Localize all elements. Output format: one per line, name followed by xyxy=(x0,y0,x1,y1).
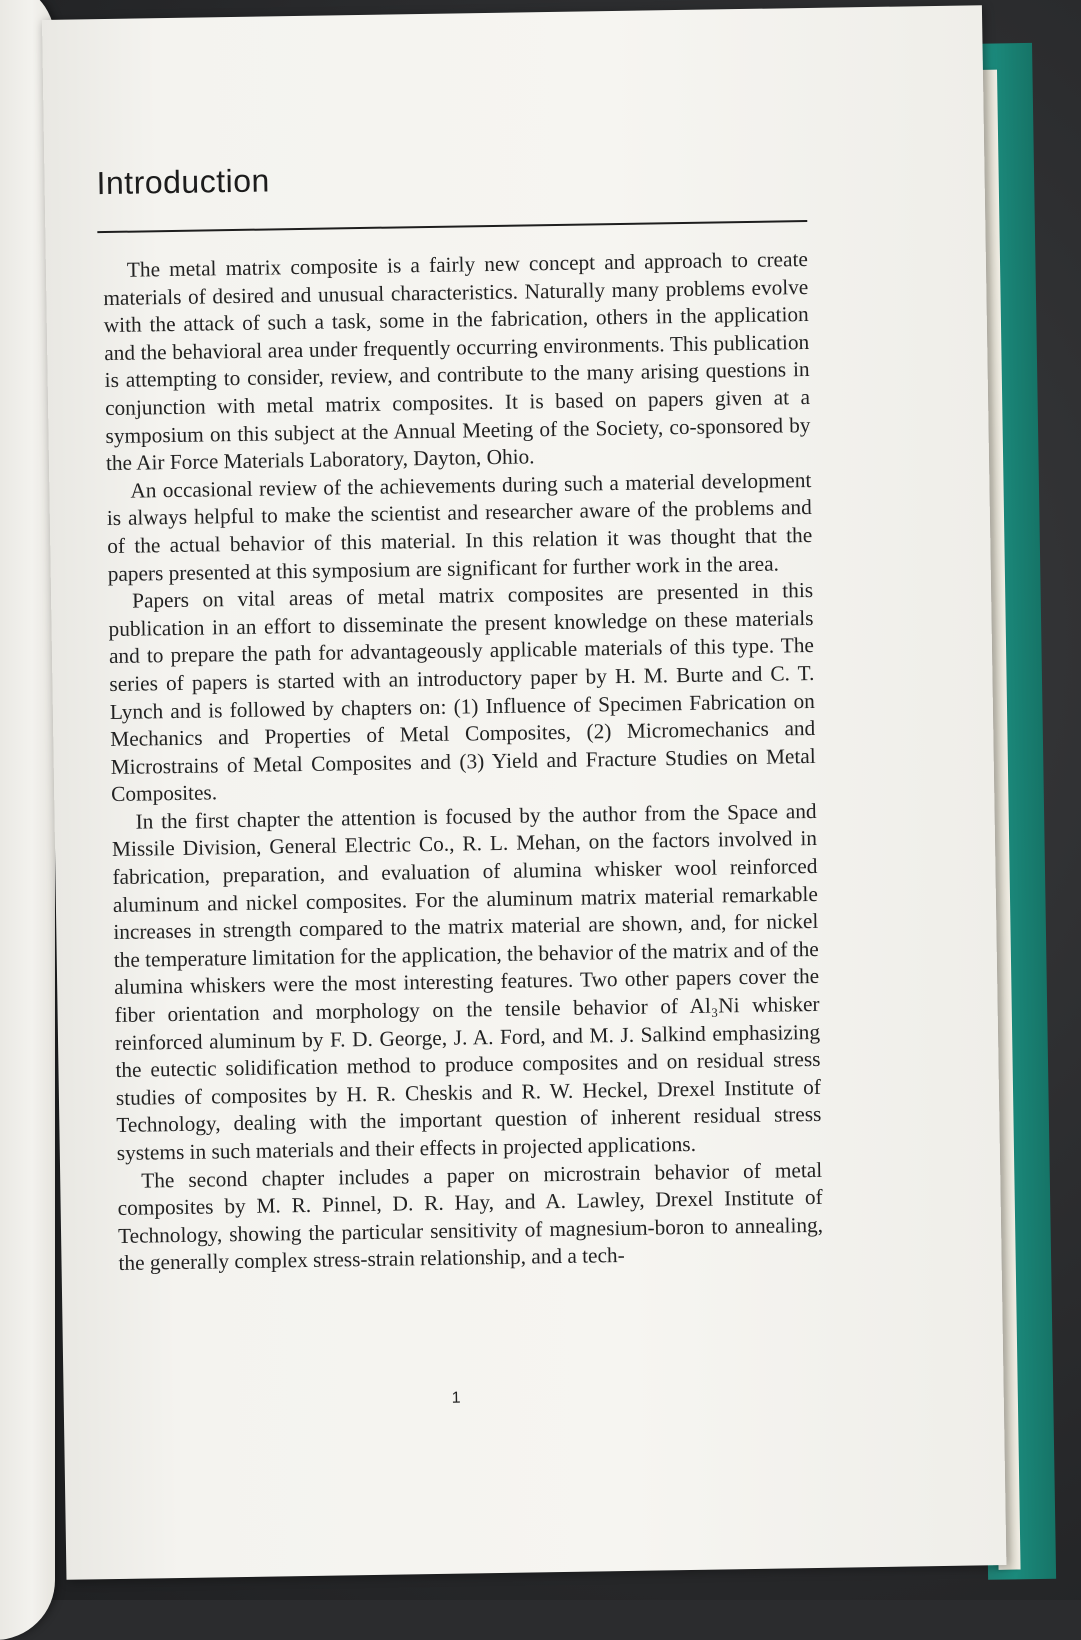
heading-rule xyxy=(97,220,807,233)
page-number: 1 xyxy=(451,1389,461,1407)
paragraph-1: The metal matrix composite is a fairly new concept and approach to create materials of desired and unusual characteristics. Naturally many problems evolve with the attack of such a task, some in the fabrication, others in the application and the behavioral area under frequently occurring environments. This publication is attempting to consider, review, and contribute to the many arising questions in conjunction with metal matrix composites. It is based on papers given at a symposium on this subject at the Annual Meeting of the Society, co-sponsored by the Air Force Materials Laboratory, Dayton, Ohio. xyxy=(103,247,811,476)
paragraph-3: Papers on vital areas of metal matrix composites are presented in this publication in an effort to disseminate the present knowledge on these materials and to prepare the path for advantageously applicable materials of this type. The series of papers is started with an introductory paper by H. M. Burte and C. T. Lynch and is followed by chapters on: (1) Influence of Specimen Fabrication on Mechanics and Properties of Metal Composites, (2) Micromechanics and Microstrains of Metal Composites and (3) Yield and Fracture Studies on Metal Composites. xyxy=(108,578,816,807)
body-text xyxy=(103,246,824,1278)
paragraph-2: An occasional review of the achievements during such a material development is always helpful to make the scientist and researcher aware of the problems and of the actual behavior of this material. In this relation it was thought that the papers presented at this symposium are significant for further work in the area. xyxy=(106,467,813,586)
page-heading: Introduction xyxy=(96,162,271,202)
paragraph-5: The second chapter includes a paper on microstrain behavior of metal composites by M. R. Pinnel, D. R. Hay, and A. Lawley, Drexel Institute of Technology, showing the particular sensitivity of magnesium-boron to annealing, the generally complex stress-strain relationship, and a tech- xyxy=(117,1157,824,1276)
book-page xyxy=(42,5,1006,1580)
paragraph-4: In the first chapter the attention is focused by the author from the Space and Missile Division, General Electric Co., R. L. Mehan, on the factors involved in fabrication, preparation, and evaluation of alumina whisker wool reinforced aluminum and nickel composites. For the aluminum matrix material remarkable increases in strength compared to the matrix material are shown, and, for nickel the temperature limitation for the application, the behavior of the matrix and of the alumina whiskers were the most interesting features. Two other papers cover the fiber orientation and morphology on the tensile behavior of Al₃Ni whisker reinforced aluminum by F. D. George, J. A. Ford, and M. J. Salkind emphasizing the eutectic solidification method to produce composites and on residual stress studies of composites by H. R. Cheskis and R. W. Heckel, Drexel Institute of Technology, dealing with the important question of inherent residual stress systems in such materials and their effects in projected applications. xyxy=(111,798,822,1165)
